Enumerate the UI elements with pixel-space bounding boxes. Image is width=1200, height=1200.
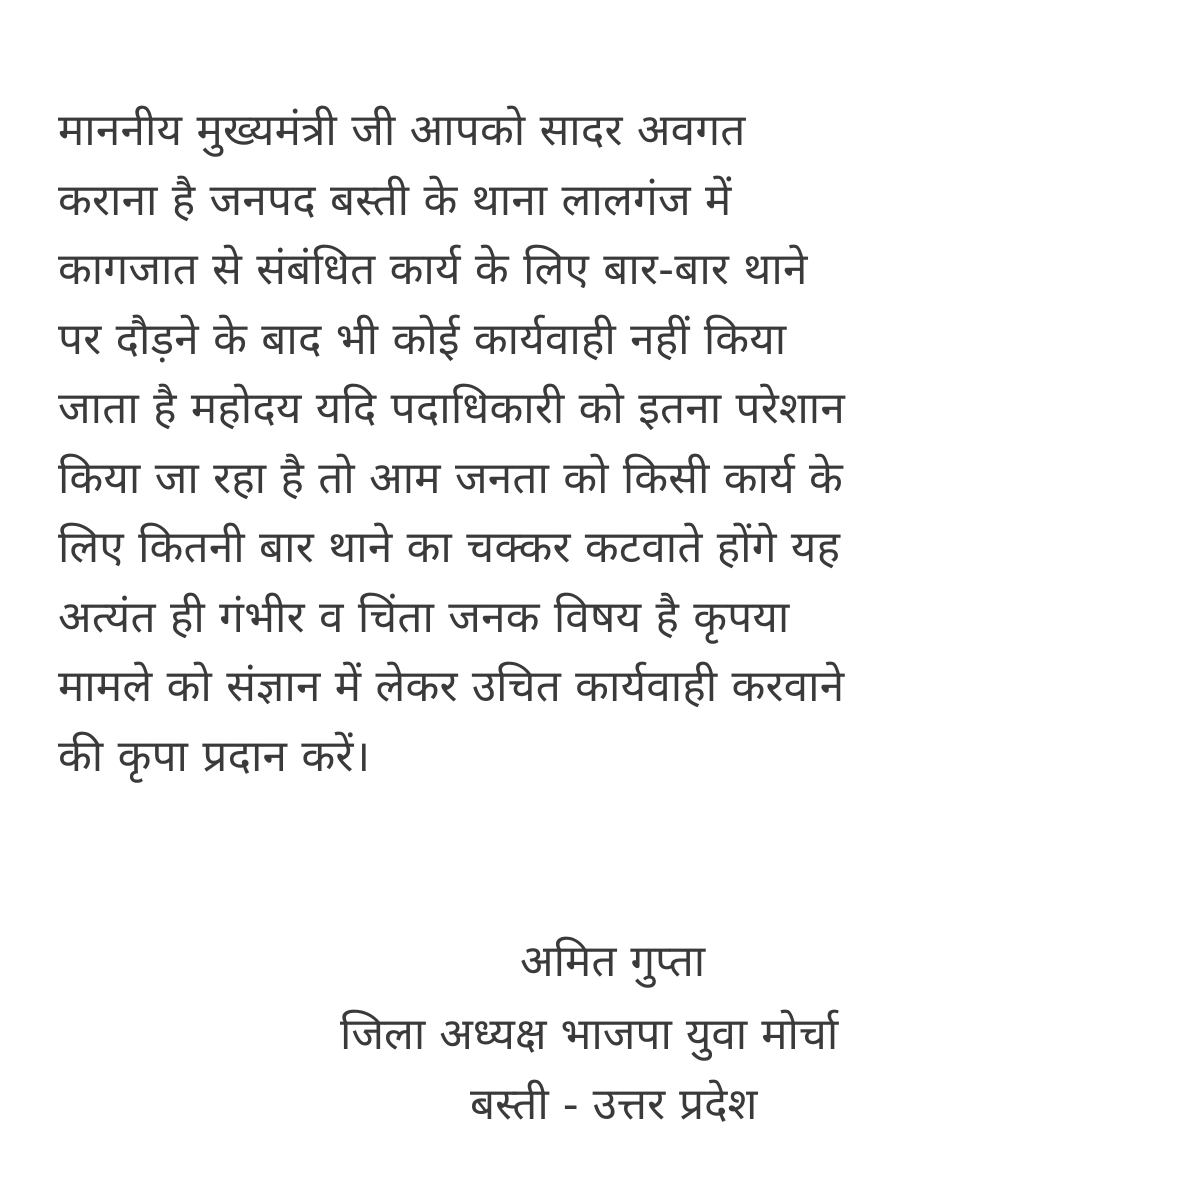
letter-line: कराना है जनपद बस्ती के थाना लालगंज में <box>58 174 732 226</box>
letter-body <box>58 96 1168 791</box>
signatory-title: जिला अध्यक्ष भाजपा युवा मोर्चा <box>340 1009 839 1060</box>
letter-line: माननीय मुख्यमंत्री जी आपको सादर अवगत <box>58 105 746 156</box>
signatory-name: अमित गुप्ता <box>520 936 706 987</box>
letter-line: जाता है महोदय यदि पदाधिकारी को इतना परेशान <box>58 383 846 434</box>
letter-line: अत्यंत ही गंभीर व चिंता जनक विषय है कृपया <box>58 591 790 643</box>
letter-line: लिए कितनी बार थाने का चक्कर कटवाते होंगे यह <box>58 522 841 573</box>
signatory-place: बस्ती - उत्तर प्रदेश <box>470 1079 758 1130</box>
letter-line: किया जा रहा है तो आम जनता को किसी कार्य के <box>58 452 844 504</box>
letter-line: की कृपा प्रदान करें। <box>58 730 371 782</box>
letter-line: पर दौड़ने के बाद भी कोई कार्यवाही नहीं किया <box>58 313 787 365</box>
letter-line: मामले को संज्ञान में लेकर उचित कार्यवाही करवाने <box>58 661 845 712</box>
letter-line: कागजात से संबंधित कार्य के लिए बार-बार थाने <box>58 244 808 295</box>
